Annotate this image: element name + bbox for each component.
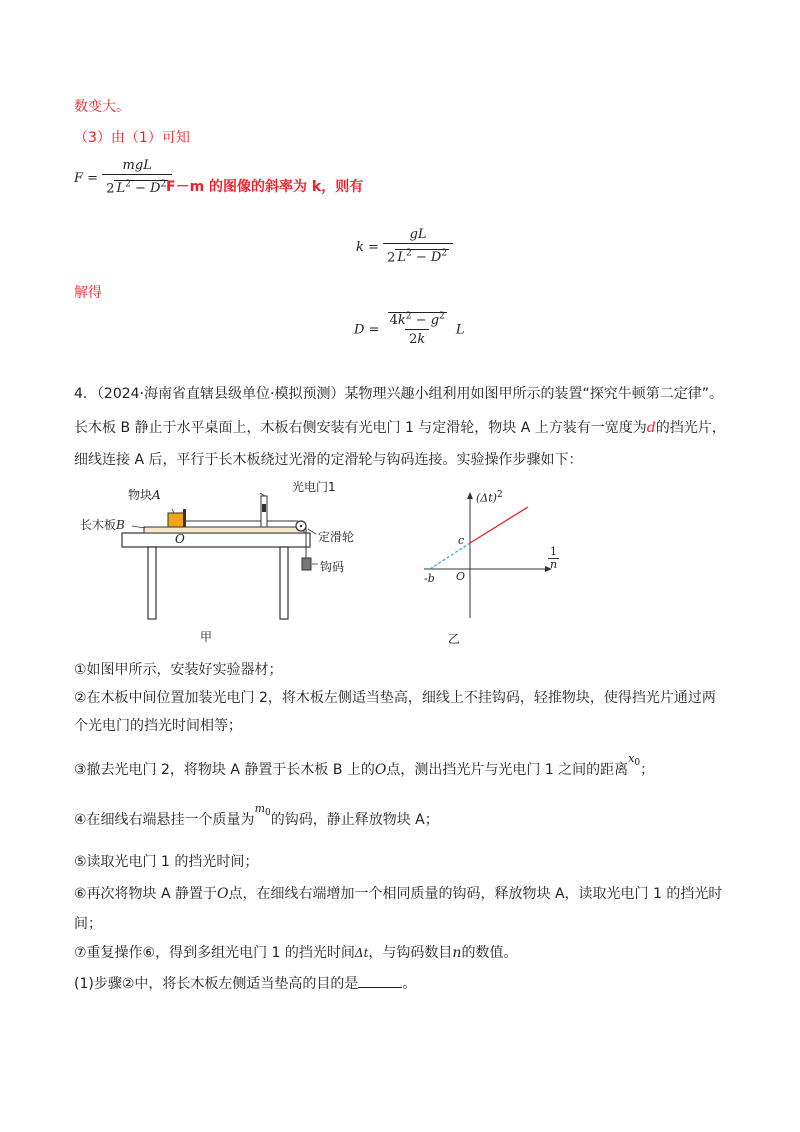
step-7: ⑦重复操作⑥，得到多组光电门 1 的挡光时间Δt，与钩码数目n的数值。 [74, 945, 518, 961]
figure-apparatus [72, 478, 372, 648]
problem-4-intro-line-3: 细线连接 A 后，平行于长木板绕过光滑的定滑轮与钩码连接。实验操作步骤如下： [74, 452, 583, 468]
distance-x0: x0 [628, 752, 641, 769]
caption-yi: 乙 [448, 632, 461, 646]
point-O: O [374, 762, 387, 778]
formula-force: F = $\frac{\text{mgL}}{2 L^2 - D^2}$ [74, 158, 172, 197]
intro-text-end: 的挡光片， [655, 420, 726, 436]
step-2-line-2: 个光电门的挡光时间相等； [74, 718, 242, 734]
table-leg-left [148, 547, 156, 619]
solve-label: 解得 [74, 285, 102, 301]
formula-slope-numerator: gL [409, 227, 427, 242]
formula-slope: k = $\frac{gL}{2 L^2 - D^2}$ [356, 227, 453, 266]
step-3: ③撤去光电门 2，将物块 A 静置于长木板 B 上的O点，测出挡光片与光电门 1 之间的距离$^{x_0}$； [74, 752, 655, 778]
answer-blank[interactable] [358, 973, 402, 988]
intercept-c-label: c [458, 534, 465, 547]
intercept-b-label: -b [424, 572, 435, 585]
intro-text: 长木板 B 静止于水平桌面上，木板右侧安装有光电门 1 与定滑轮，物块 A 上方装有一宽度为 [74, 420, 647, 436]
solution-text-line: 数变大。 [74, 99, 130, 115]
slope-statement: F－m 的图像的斜率为 k，则有 [166, 179, 364, 195]
table-top [122, 533, 310, 547]
problem-number: 4． [74, 386, 97, 402]
figure-graph [420, 484, 570, 644]
step-4: ④在细线右端悬挂一个质量为$^{m_0}$的钩码，静止释放物块 A； [74, 802, 439, 828]
step-6-line-2: 间； [74, 916, 102, 932]
label-photogate: 光电门1 [292, 480, 336, 494]
label-board: 长木板B [80, 518, 125, 532]
question-1: (1)步骤②中，将长木板左侧适当垫高的目的是 。 [74, 973, 416, 994]
step-1: ①如图甲所示，安装好实验器材； [74, 662, 283, 678]
weight [302, 558, 311, 570]
y-axis-arrow [467, 492, 473, 499]
label-block: 物块A [128, 488, 161, 502]
solution-step-label: （3）由（1）可知 [74, 130, 190, 146]
label-pulley: 定滑轮 [318, 530, 355, 544]
formula-distance: D = $\frac{4k^2 - g^2}{2k}$ L [354, 312, 465, 348]
caption-jia: 甲 [200, 630, 213, 644]
width-variable: d [646, 420, 656, 436]
y-axis-label: $(\Delta t)^2$ [476, 490, 503, 505]
origin-label: O [456, 570, 466, 583]
long-board [144, 527, 304, 533]
mass-m0: m0 [254, 802, 271, 819]
label-hook-weight: 钩码 [320, 560, 345, 574]
x-axis-label: 1 n [550, 545, 558, 571]
step-6-line-1: ⑥再次将物块 A 静置于O点，在细线右端增加一个相同质量的钩码，释放物块 A，读取光电门 1 的挡光时 [74, 886, 723, 902]
problem-intro: 某物理兴趣小组利用如图甲所示的装置“探究牛顿第二定律”。 [344, 386, 723, 402]
problem-source: （2024·海南省直辖县级单位·模拟预测） [96, 386, 345, 402]
formula-force-numerator: mgL [122, 158, 152, 173]
step-2-line-1: ②在木板中间位置加装光电门 2，将木板左侧适当垫高，细线上不挂钩码，轻推物块，使得挡光片通过两 [74, 690, 716, 706]
block [168, 513, 184, 527]
label-origin-O: O [175, 532, 185, 546]
problem-4-intro-line-1 [74, 384, 723, 404]
step-5: ⑤读取光电门 1 的挡光时间； [74, 854, 259, 870]
graph-line [470, 507, 528, 543]
table-leg-right [280, 547, 288, 619]
shutter [183, 509, 186, 527]
problem-4-intro-line-2 [74, 418, 726, 438]
